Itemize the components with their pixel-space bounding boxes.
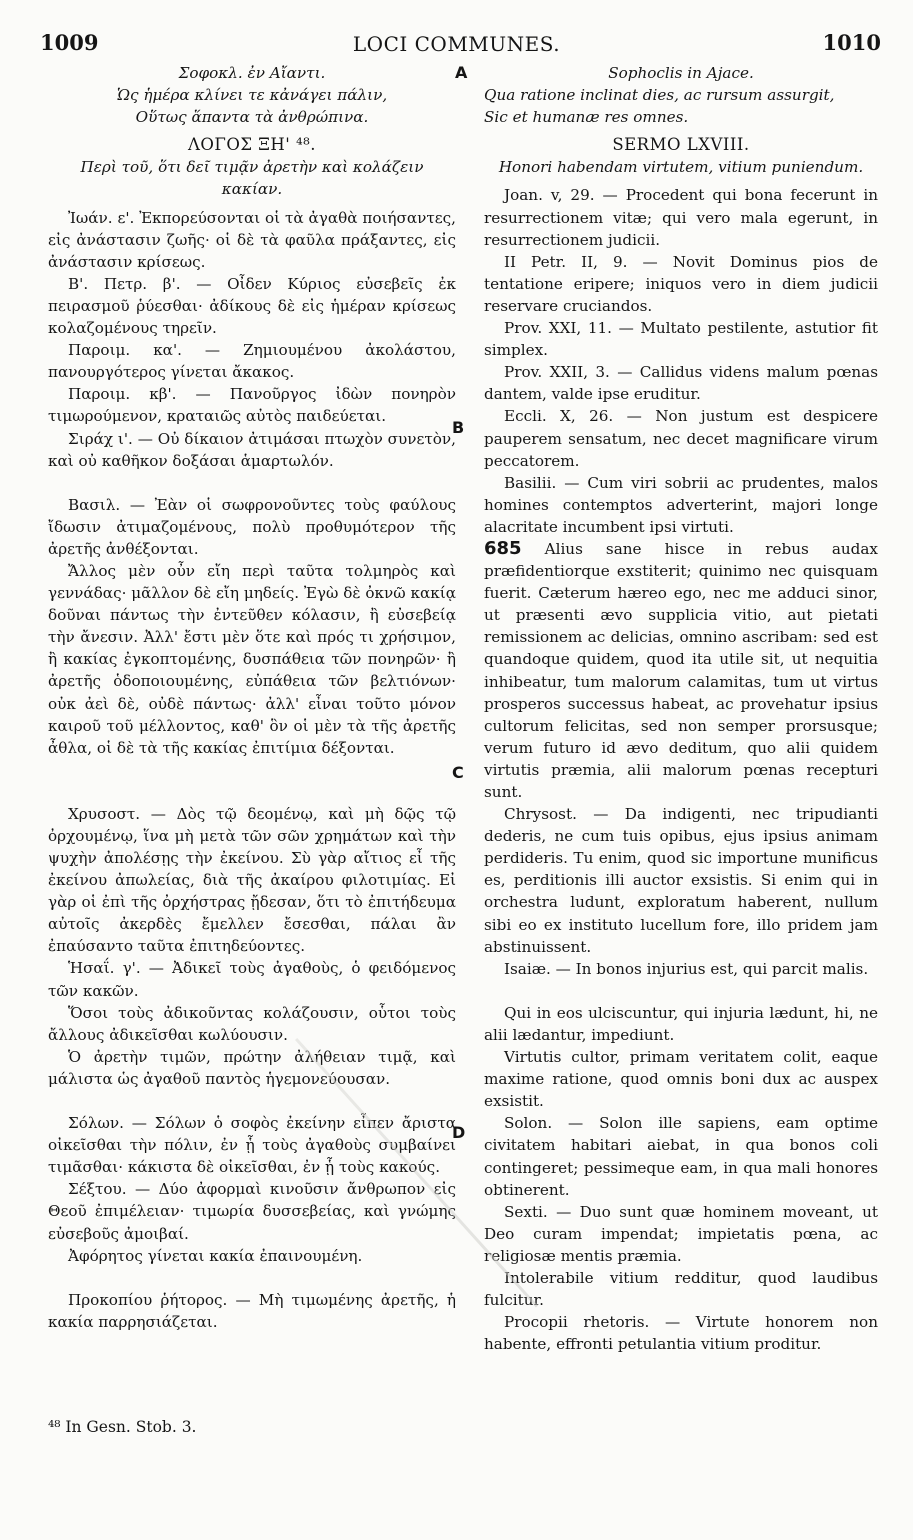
paragraph: Intolerabile vitium redditur, quod laudibus fulcitur. <box>484 1268 878 1310</box>
running-title: LOCI COMMUNES. <box>352 32 561 56</box>
paragraph: Χρυσοστ. — Δὸς τῷ δεομένῳ, καὶ μὴ δῷς τῷ ὀρχουμένῳ, ἵνα μὴ μετὰ τῶν σῶν χρημάτων καὶ τὴν ψυχὴν ἀπολέσῃς τὴν ἐκείνου. Σὺ γὰρ αἴτιος εἶ τῆς ἐκείνου ἀπωλείας, διὰ τῆς ἀκαίρου φιλοτιμίας. Εἰ γὰρ οἱ ἐπὶ τῆς ὀρχήστρας ᾔδεσαν, ὅτι τὸ ἐπιτήδευμα αὐτοῖς ἀκερδὲς ἔμελλεν ἔσεσθαι, πάλαι ἂν ἐπαύσαντο ταῦτα ἐπιτηδεύοντες. <box>48 804 456 956</box>
sermo-subtitle: Honori habendam virtutem, vitium puniendum. <box>498 158 864 177</box>
paragraph: Προκοπίου ῥήτορος. — Μὴ τιμωμένης ἀρετῆς, ἡ κακία παρρησιάζεται. <box>48 1290 456 1331</box>
page-header <box>0 30 913 64</box>
paragraph: Prov. XXII, 3. — Callidus videns malum pœnas dantem, valde ipse eruditur. <box>484 363 878 404</box>
sermo-title: ΛΟΓΟΣ ΞΗ' ⁴⁸. <box>187 135 317 155</box>
margin-letter-c: C <box>452 763 464 782</box>
sermo-title: SERMO LXVIII. <box>612 135 750 155</box>
poem-source: Sophoclis in Ajace. <box>608 64 754 82</box>
latin-column <box>484 62 878 1355</box>
poem-line: Sic et humanæ res omnes. <box>484 108 689 127</box>
poem-line: Οὕτως ἅπαντα τὰ ἀνθρώπινα. <box>135 108 369 127</box>
paragraph: Ἄλλος μὲν οὖν εἴη περὶ ταῦτα τολμηρὸς καὶ γεννάδας· μᾶλλον δὲ εἴη μηδείς. Ἐγὼ δὲ ὀκνῶ κακίᾳ δοῦναι πάντως τὴν ἐντεῦθεν κόλασιν, ἢ εὐσεβείᾳ τὴν ἄνεσιν. Ἀλλ' ἔστι μὲν ὅτε καὶ πρός τι χρήσιμον, ἢ κακίας ἐγκοπτομένης, δυσπάθεια τῶν πονηρῶν· ἢ ἀρετῆς ὁδοποιουμένης, εὐπάθεια τῶν βελτιόνων· οὐκ ἀεὶ δὲ, οὐδὲ πάντως· ἀλλ' εἶναι τοῦτο μόνον καιροῦ τοῦ μέλλοντος, καθ' ὃν οἱ μὲν τὰ τῆς ἀρετῆς ἆθλα, οἱ δὲ τὰ τῆς κακίας ἐπιτίμια δέξονται. <box>48 561 456 757</box>
paragraph: II Petr. II, 9. — Novit Dominus pios de tentatione eripere; iniquos vero in diem judicii reservare cruciandos. <box>484 252 878 315</box>
paragraph: Σιράχ ι'. — Οὐ δίκαιον ἀτιμάσαι πτωχὸν συνετὸν, καὶ οὐ καθῆκον δοξάσαι ἁμαρτωλόν. <box>48 429 456 470</box>
page-number-left: 1009 <box>40 30 99 55</box>
footnote: ⁴⁸ In Gesn. Stob. 3. <box>48 1418 197 1436</box>
paragraph: Ὁ ἀρετὴν τιμῶν, πρώτην ἀλήθειαν τιμᾷ, καὶ μάλιστα ὡς ἀγαθοῦ παντὸς ἡγεμονεύουσαν. <box>48 1047 456 1088</box>
paragraph: Isaiæ. — In bonos injurius est, qui parcit malis. <box>504 959 869 978</box>
paragraph: Σόλων. — Σόλων ὁ σοφὸς ἐκείνην εἶπεν ἄριστα οἰκεῖσθαι τὴν πόλιν, ἐν ᾗ τοὺς ἀγαθοὺς συμβαίνει τιμᾶσθαι· κάκιστα δὲ οἰκεῖσθαι, ἐν ᾗ τοὺς κακούς. <box>48 1114 456 1177</box>
paragraph: Solon. — Solon ille sapiens, eam optime civitatem habitari aiebat, in qua bonos coli contingeret; pessimeque eam, in qua mali honores obtinerent. <box>484 1114 878 1199</box>
paragraph: Qui in eos ulciscuntur, qui injuria lædunt, hi, ne alii lædantur, impediunt. <box>484 1003 878 1044</box>
paragraph: Prov. XXI, 11. — Multato pestilente, astutior fit simplex. <box>484 319 878 360</box>
paragraph: Procopii rhetoris. — Virtute honorem non habente, effronti petulantia vitium proditur. <box>484 1313 878 1354</box>
paragraph: Sexti. — Duo sunt quæ hominem moveant, ut Deo curam impendat; impietatis pœna, ac religiosæ mentis præmia. <box>484 1202 878 1265</box>
paragraph: Βασιλ. — Ἐὰν οἱ σωφρονοῦντες τοὺς φαύλους ἴδωσιν ἀτιμαζομένους, πολὺ προθυμότερον τῆς ἀρετῆς ἀνθέξονται. <box>48 495 456 558</box>
paragraph: Ἰωάν. ε'. Ἐκπορεύσονται οἱ τὰ ἀγαθὰ ποιήσαντες, εἰς ἀνάστασιν ζωῆς· οἱ δὲ τὰ φαῦλα πράξαντες, εἰς ἀνάστασιν κρίσεως. <box>48 208 456 271</box>
poem-line: Qua ratione inclinat dies, ac rursum assurgit, <box>484 86 835 105</box>
paragraph: Virtutis cultor, primam veritatem colit, eaque maxime ratione, quod omnis boni dux ac auspex exsistit. <box>484 1048 878 1111</box>
paragraph-text: Alius sane hisce in rebus audax præfidentiorque exstiterit; quinimo nec quisquam fuerit. Cæterum hæreo ego, nec me adduci sinor, ut præsenti ævo supplicia vitio, aut pietati remissionem ac delicias, omnino ascribam: sed est quandoque quidem, quod ita utile sit, ut nequitia inhibeatur, tum malorum calamitas, tum ut virtus prosperos successus habeat, ac provehatur ipsius cultorum felicitas, sed non semper prorsusque; verum futuro id ævo deditum, quo alii quidem virtutis præmia, alii malorum pœnas recepturi sunt. <box>484 539 878 801</box>
paragraph: Basilii. — Cum viri sobrii ac prudentes, malos homines contemptos adverterint, majori longe alacritate incumbent ipsi virtuti. <box>484 473 878 536</box>
paragraph: Ὅσοι τοὺς ἀδικοῦντας κολάζουσιν, οὗτοι τοὺς ἄλλους ἀδικεῖσθαι κωλύουσιν. <box>48 1003 456 1044</box>
poem-line: Ὡς ἡμέρα κλίνει τε κἀνάγει πάλιν, <box>116 86 388 105</box>
paragraph: Chrysost. — Da indigenti, nec tripudianti dederis, ne cum tuis opibus, ejus ipsius animam perdideris. Tu enim, quod sic importune munificus es, perditionis illi auctor exsistis. Si enim qui in orchestra ludunt, exploratum haberent, nullum sibi eo ex instituto lucellum fore, illo pridem jam abstinuissent. <box>484 805 878 956</box>
poem-source: Σοφοκλ. ἐν Αἴαντι. <box>178 64 326 82</box>
paragraph: Β'. Πετρ. β'. — Οἶδεν Κύριος εὐσεβεῖς ἐκ πειρασμοῦ ῥύεσθαι· ἀδίκους δὲ εἰς ἡμέραν κρίσεως κολαζομένους τηρεῖν. <box>48 274 456 338</box>
margin-letter-a: A <box>455 63 468 82</box>
margin-letter-b: B <box>452 418 465 437</box>
page-number-right: 1010 <box>822 30 881 55</box>
paragraph: Παροιμ. κα'. — Ζημιουμένου ἀκολάστου, πανουργότερος γίνεται ἄκακος. <box>48 341 456 382</box>
paragraph <box>484 538 878 803</box>
paragraph: Ἡσαΐ. γ'. — Ἀδικεῖ τοὺς ἀγαθοὺς, ὁ φειδόμενος τῶν κακῶν. <box>48 959 456 1000</box>
greek-column <box>48 62 456 1333</box>
column-number: 685 <box>484 537 522 559</box>
paragraph: Joan. v, 29. — Procedent qui bona fecerunt in resurrectionem vitæ; qui vero mala egerunt, in resurrectionem judicii. <box>484 186 878 249</box>
paragraph: Παροιμ. κβ'. — Πανοῦργος ἰδὼν πονηρὸν τιμωρούμενον, κραταιῶς αὐτὸς παιδεύεται. <box>48 385 456 426</box>
sermo-subtitle: Περὶ τοῦ, ὅτι δεῖ τιμᾷν ἀρετὴν καὶ κολάζειν κακίαν. <box>80 158 424 199</box>
paragraph: Ἀφόρητος γίνεται κακία ἐπαινουμένη. <box>68 1246 363 1265</box>
paragraph: Eccli. X, 26. — Non justum est despicere pauperem sensatum, nec decet magnificare virum peccatorem. <box>484 407 878 470</box>
paragraph: Σέξτου. — Δύο ἀφορμαὶ κινοῦσιν ἄνθρωπον εἰς Θεοῦ ἐπιμέλειαν· τιμωρία δυσσεβείας, καὶ γνώμης εὐσεβοῦς ἀμοιβαί. <box>48 1180 456 1243</box>
margin-letter-d: D <box>452 1123 466 1142</box>
